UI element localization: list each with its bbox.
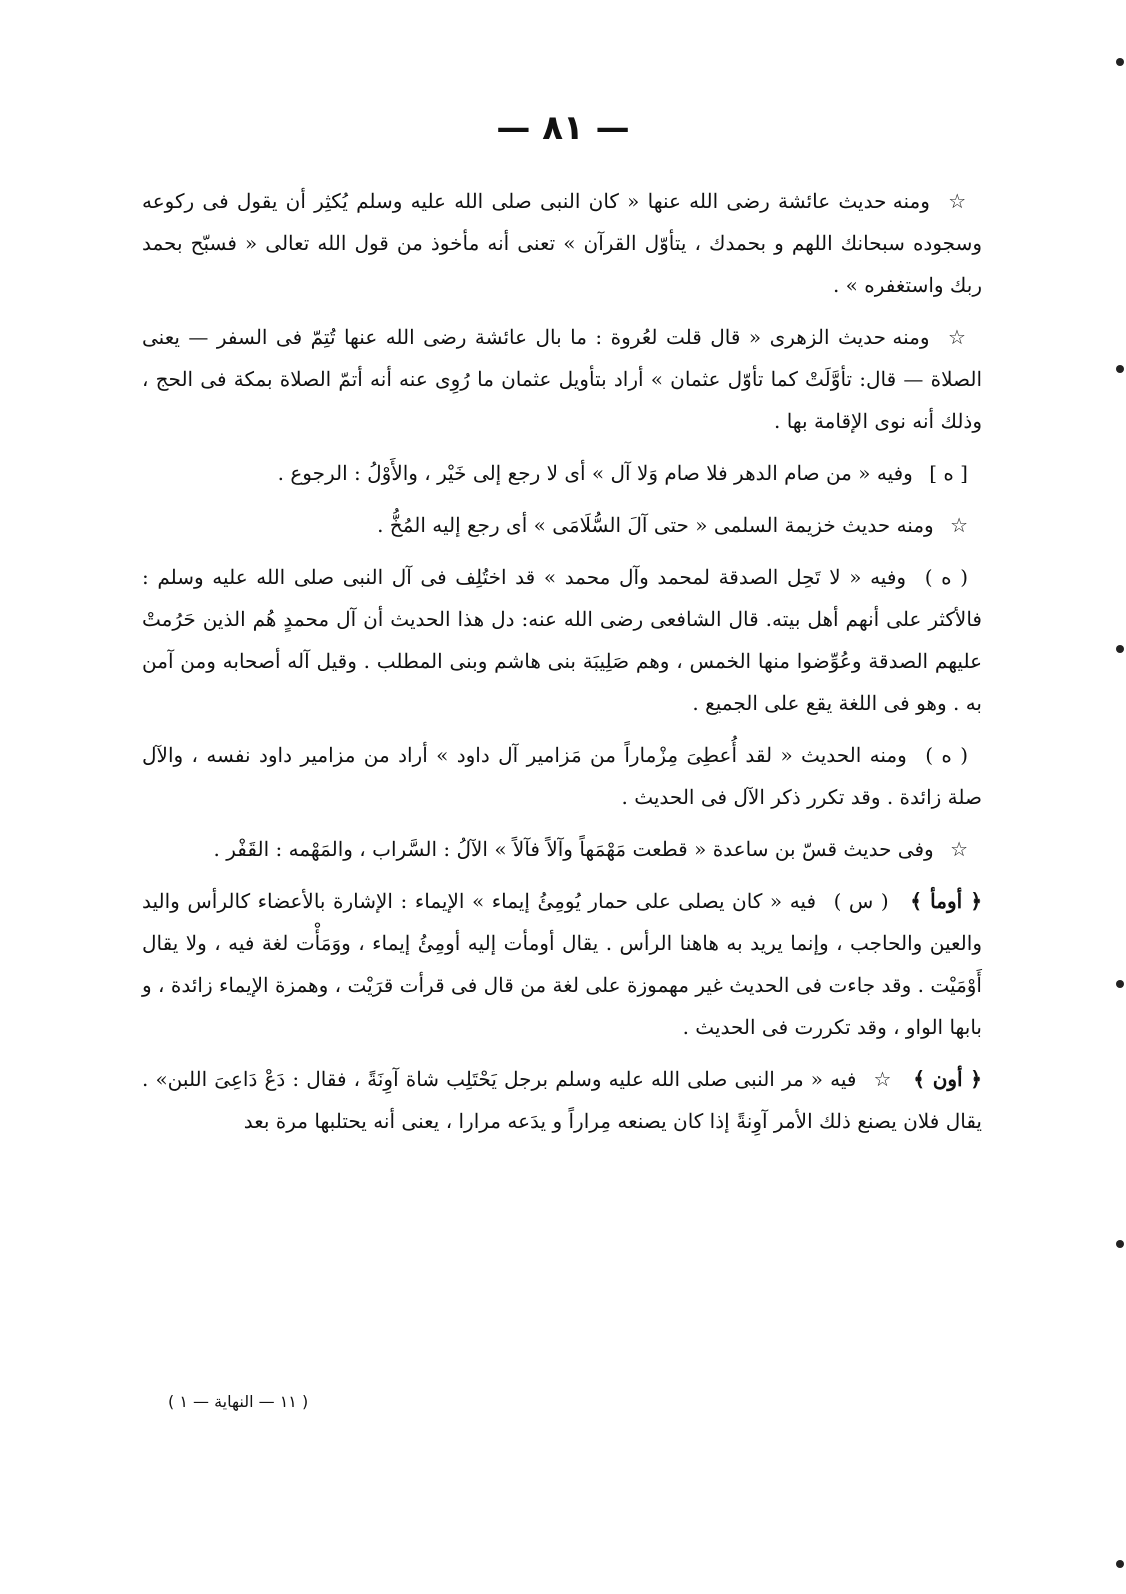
paragraph-marker: ☆ <box>947 325 968 349</box>
paragraph <box>142 316 982 442</box>
paragraph-text: ومنه حديث الزهرى « قال قلت لعُروة : ما بال عائشة رضى الله عنها تُتِمّ فى السفر — يعنى الصلاة — قال: تأوَّلَتْ كما تأوّل عثمان » أراد بتأويل عثمان ما رُوِى عنه أنه أتمّ الصلاة بمكة فى الحج ، وذلك أنه نوى الإقامة بها . <box>142 325 982 433</box>
paragraph-marker: ☆ <box>948 189 969 213</box>
paragraph-marker: ( ه ) <box>924 565 968 589</box>
paragraph-text: فيه « كان يصلى على حمار يُومِئُ إيماء » الإيماء : الإشارة بالأعضاء كالرأس واليد والعين والحاجب ، وإنما يريد به هاهنا الرأس . يقال أومأت إليه أومِئُ إيماء ، ووَمَأْت لغة فيه ، ولا يقال أَوْمَيْت . وقد جاءت فى الحديث غير مهموزة على لغة من قال فى قرأت قرَيْت ، وهمزة الإيماء زائدة ، و بابها الواو ، وقد تكررت فى الحديث . <box>142 889 982 1039</box>
scan-edge-mark <box>1116 365 1124 373</box>
paragraph-text: فيه « مر النبى صلى الله عليه وسلم برجل يَحْتَلِب شاة آوِنَةً ، فقال : دَعْ دَاعِىَ اللبن» . يقال فلان يصنع ذلك الأمر آوِنةً إذا كان يصنعه مِراراً و يدَعه مرارا ، يعنى أنه يحتلبها مرة بعد <box>142 1067 982 1133</box>
paragraph <box>142 880 982 1048</box>
paragraph-text: ومنه حديث عائشة رضى الله عنها « كان النبى صلى الله عليه وسلم يُكثِر أن يقول فى ركوعه وسجوده سبحانك اللهم و بحمدك ، يتأوّل القرآن » تعنى أنه مأخوذ من قول الله تعالى « فسبّح بحمد ربك واستغفره » . <box>142 189 982 297</box>
paragraph <box>142 452 982 494</box>
page-body <box>142 180 982 1152</box>
scan-edge-mark <box>1116 58 1124 66</box>
footer-signature: ( ١١ — النهاية — ١ ) <box>168 1392 309 1411</box>
scan-edge-mark <box>1116 645 1124 653</box>
paragraph <box>142 828 982 870</box>
paragraph-marker: ☆ <box>950 513 968 537</box>
paragraph-marker: ( ه ) <box>925 743 968 767</box>
paragraph <box>142 556 982 724</box>
page-number: — ٨١ — <box>496 108 630 148</box>
entry-headword: ﴿ أومأ ﴾ <box>910 889 983 913</box>
paragraph-marker: ( س ) <box>833 889 889 913</box>
paragraph <box>142 504 982 546</box>
paragraph-text: وفى حديث قسّ بن ساعدة « قطعت مَهْمَهاً وآلاً فآلاً » الآلُ : السَّراب ، والمَهْمه : القَفْر . <box>213 837 934 861</box>
scan-edge-mark <box>1116 980 1124 988</box>
paragraph-marker: ☆ <box>950 837 968 861</box>
paragraph-marker: ☆ <box>873 1067 893 1091</box>
paragraph <box>142 734 982 818</box>
paragraph-text: ومنه الحديث « لقد أُعطِىَ مِزْماراً من مَزامير آل داود » أراد من مزامير داود نفسه ، والآل صلة زائدة . وقد تكرر ذكر الآل فى الحديث . <box>142 743 982 809</box>
entry-headword: ﴿ أون ﴾ <box>913 1067 983 1091</box>
paragraph <box>142 180 982 306</box>
paragraph-text: ومنه حديث خزيمة السلمى « حتى آلَ السُّلَامَى » أى رجع إليه المُخُّ . <box>377 513 934 537</box>
scan-edge-mark <box>1116 1240 1124 1248</box>
scan-edge-mark <box>1116 1560 1124 1568</box>
paragraph <box>142 1058 982 1142</box>
paragraph-text: وفيه « من صام الدهر فلا صام وَلا آل » أى لا رجع إلى خَيْر ، والأَوْلُ : الرجوع . <box>277 461 913 485</box>
paragraph-text: وفيه « لا تَحِل الصدقة لمحمد وآل محمد » قد اختُلِف فى آل النبى صلى الله عليه وسلم : فالأكثر على أنهم أهل بيته. قال الشافعى رضى الله عنه: دل هذا الحديث أن آل محمدٍ هُم الذين حَرُمتْ عليهم الصدقة وعُوِّضوا منها الخمس ، وهم صَلِيبَة بنى هاشم وبنى المطلب . وقيل آله أصحابه ومن آمن به . وهو فى اللغة يقع على الجميع . <box>142 565 983 715</box>
paragraph-marker: [ ه ] <box>929 461 968 485</box>
